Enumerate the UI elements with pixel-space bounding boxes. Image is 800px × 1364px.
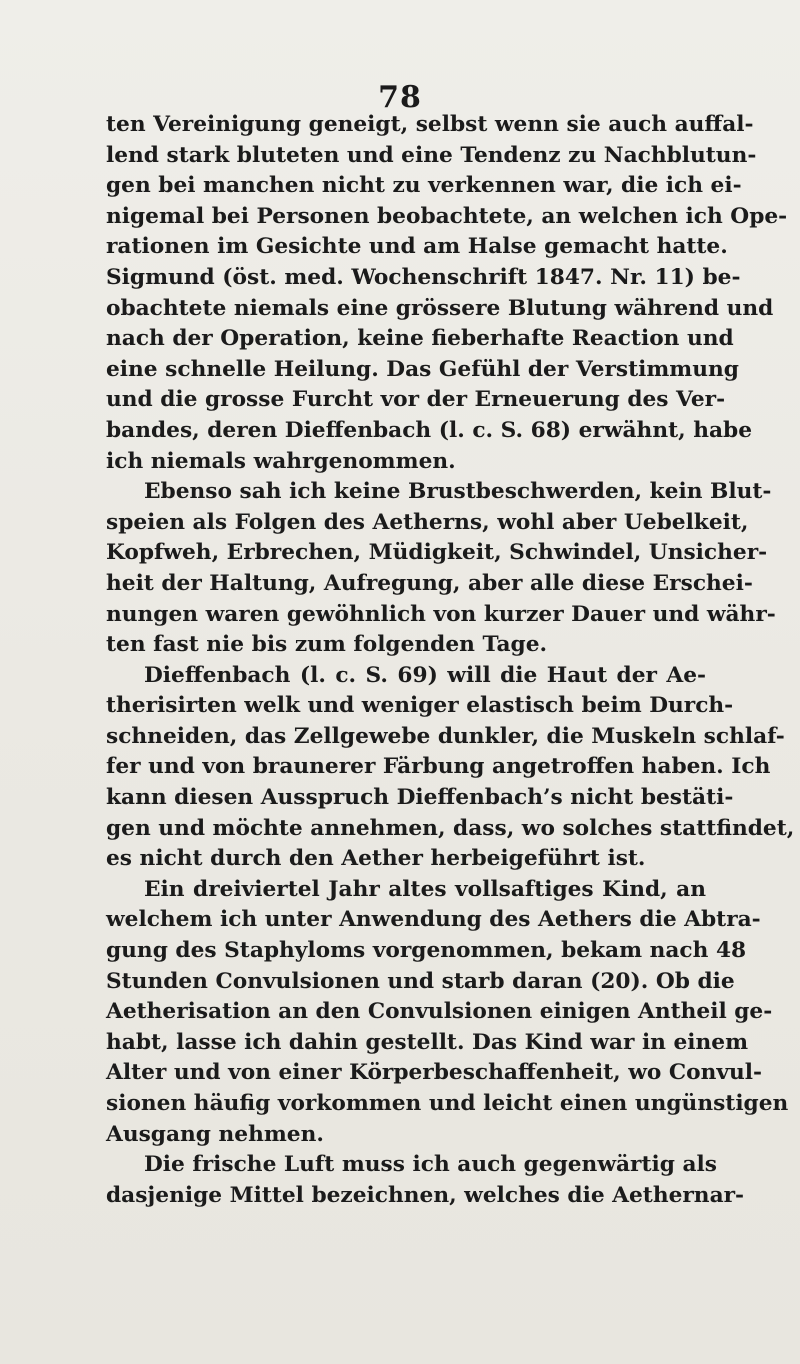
body-text: [106, 110, 795, 1211]
text-line: ich niemals wahrgenommen.: [106, 448, 456, 474]
text-line: ten fast nie bis zum folgenden Tage.: [106, 632, 548, 658]
text-line: gen und möchte annehmen, dass, wo solches stattfindet,: [106, 815, 795, 841]
text-line: Die frische Luft muss ich auch gegenwärtig als: [144, 1152, 717, 1178]
text-line: schneiden, das Zellgewebe dunkler, die Muskeln schlaf-: [106, 723, 785, 749]
paragraph: [106, 661, 795, 875]
text-line: lend stark bluteten und eine Tendenz zu Nachblutun-: [106, 142, 757, 168]
text-line: nungen waren gewöhnlich von kurzer Dauer und währ-: [106, 601, 776, 627]
text-line: habt, lasse ich dahin gestellt. Das Kind war in einem: [106, 1029, 749, 1055]
text-line: Sigmund (öst. med. Wochenschrift 1847. Nr. 11) be-: [106, 264, 741, 290]
text-line: bandes, deren Dieffenbach (l. c. S. 68) erwähnt, habe: [106, 417, 752, 443]
text-line: speien als Folgen des Aetherns, wohl aber Uebelkeit,: [106, 509, 749, 535]
paragraph: [106, 110, 788, 477]
text-line: eine schnelle Heilung. Das Gefühl der Verstimmung: [106, 356, 739, 382]
text-line: Aetherisation an den Convulsionen einigen Antheil ge-: [106, 999, 773, 1025]
paragraph: [106, 477, 776, 661]
text-line: Alter und von einer Körperbeschaffenheit, wo Convul-: [106, 1060, 763, 1086]
text-line: rationen im Gesichte und am Halse gemacht hatte.: [106, 234, 728, 260]
page-number: 78: [378, 80, 422, 115]
text-line: dasjenige Mittel bezeichnen, welches die Aethernar-: [106, 1182, 745, 1208]
text-line: Dieffenbach (l. c. S. 69) will die Haut der Ae-: [144, 662, 706, 688]
text-line: und die grosse Furcht vor der Erneuerung des Ver-: [106, 387, 726, 413]
text-line: obachtete niemals eine grössere Blutung während und: [106, 295, 774, 321]
text-line: Kopfweh, Erbrechen, Müdigkeit, Schwindel, Unsicher-: [106, 540, 768, 566]
text-line: fer und von braunerer Färbung angetroffen haben. Ich: [106, 754, 771, 780]
text-line: nach der Operation, keine fieberhafte Reaction und: [106, 326, 734, 352]
text-line: welchem ich unter Anwendung des Aethers die Abtra-: [106, 907, 761, 933]
text-line: gen bei manchen nicht zu verkennen war, die ich ei-: [106, 173, 742, 199]
text-line: es nicht durch den Aether herbeigeführt ist.: [106, 846, 646, 872]
text-line: therisirten welk und weniger elastisch beim Durch-: [106, 693, 734, 719]
text-line: Ausgang nehmen.: [106, 1121, 324, 1147]
text-line: ten Vereinigung geneigt, selbst wenn sie auch auffal-: [106, 112, 754, 137]
text-line: gung des Staphyloms vorgenommen, bekam nach 48: [106, 938, 747, 964]
text-line: heit der Haltung, Aufregung, aber alle diese Erschei-: [106, 570, 753, 596]
text-line: nigemal bei Personen beobachtete, an welchen ich Ope-: [106, 203, 788, 229]
paragraph: [106, 1150, 745, 1211]
text-line: Ebenso sah ich keine Brustbeschwerden, kein Blut-: [144, 479, 772, 505]
text-line: kann diesen Ausspruch Dieffenbach’s nicht bestäti-: [106, 785, 734, 811]
text-line: Ein dreiviertel Jahr altes vollsaftiges Kind, an: [144, 876, 706, 902]
text-line: Stunden Convulsionen und starb daran (20). Ob die: [106, 968, 735, 994]
paragraph: [106, 875, 789, 1150]
text-line: sionen häufig vorkommen und leicht einen ungünstigen: [106, 1091, 789, 1116]
